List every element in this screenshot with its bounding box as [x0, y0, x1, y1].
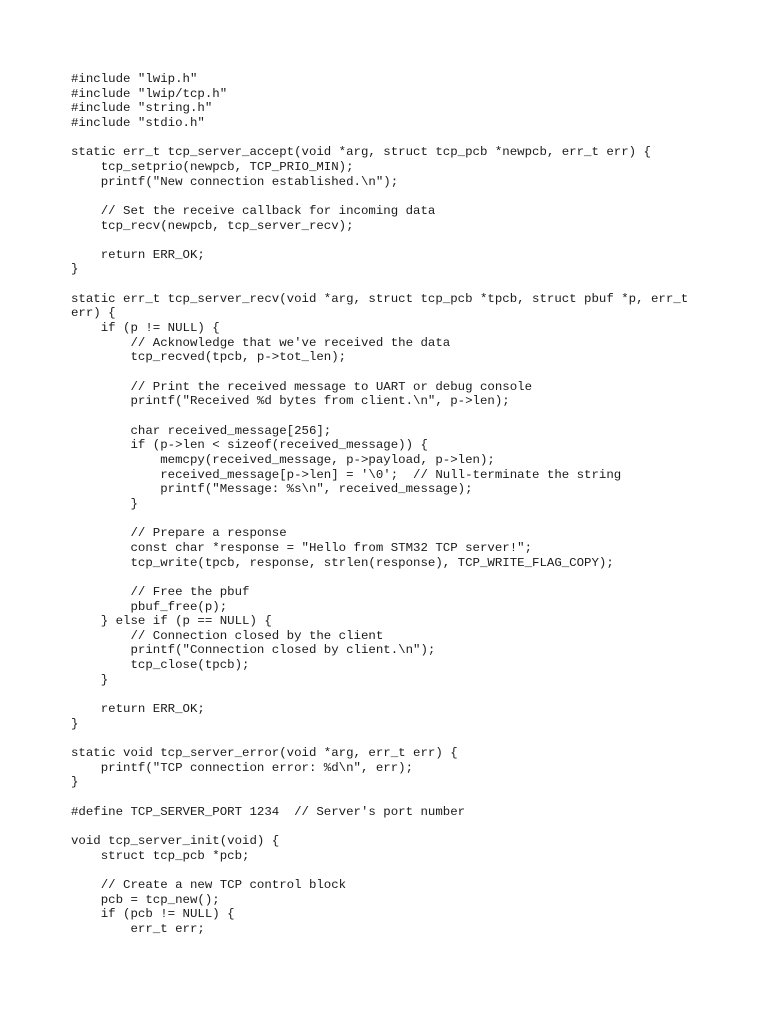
- code-line: }: [71, 262, 79, 277]
- code-line: tcp_recv(newpcb, tcp_server_recv);: [71, 218, 354, 233]
- code-line: [71, 819, 761, 834]
- code-line: [71, 277, 761, 292]
- code-line: printf("TCP connection error: %d\n", err);: [71, 760, 414, 775]
- code-listing: [71, 72, 761, 937]
- code-line: printf("Message: %s\n", received_message);: [71, 482, 473, 497]
- code-line: char received_message[256];: [71, 423, 332, 438]
- code-line: [71, 189, 761, 204]
- code-line: [71, 365, 761, 380]
- code-line: [71, 233, 761, 248]
- code-line: // Free the pbuf: [71, 584, 250, 599]
- code-line: [71, 863, 761, 878]
- code-line: #include "lwip.h": [71, 72, 198, 86]
- code-line: if (p != NULL) {: [71, 321, 220, 336]
- code-line: const char *response = "Hello from STM32 TCP server!";: [71, 540, 533, 555]
- code-line: #define TCP_SERVER_PORT 1234 // Server's port number: [71, 804, 466, 819]
- code-line: [71, 512, 761, 527]
- code-line: #include "stdio.h": [71, 115, 205, 130]
- code-line: } else if (p == NULL) {: [71, 614, 272, 629]
- code-line: received_message[p->len] = '\0'; // Null-terminate the string: [71, 467, 622, 482]
- code-line: pbuf_free(p);: [71, 599, 228, 614]
- code-line: [71, 731, 761, 746]
- code-line: // Create a new TCP control block: [71, 877, 347, 892]
- code-line: }: [71, 716, 79, 731]
- code-line: [71, 687, 761, 702]
- code-line: [71, 570, 761, 585]
- code-line: tcp_setprio(newpcb, TCP_PRIO_MIN);: [71, 159, 354, 174]
- code-line: }: [71, 672, 109, 687]
- code-line: pcb = tcp_new();: [71, 892, 220, 907]
- code-line: }: [71, 496, 138, 511]
- code-line: static err_t tcp_server_accept(void *arg, struct tcp_pcb *newpcb, err_t err) {: [71, 145, 651, 160]
- code-line: static err_t tcp_server_recv(void *arg, struct tcp_pcb *tpcb, struct pbuf *p, err_t: [71, 291, 689, 306]
- code-line: // Connection closed by the client: [71, 628, 384, 643]
- code-line: // Set the receive callback for incoming data: [71, 203, 436, 218]
- code-line: // Print the received message to UART or debug console: [71, 379, 533, 394]
- code-line: return ERR_OK;: [71, 702, 205, 717]
- code-line: if (pcb != NULL) {: [71, 907, 235, 922]
- code-line: static void tcp_server_error(void *arg, err_t err) {: [71, 746, 458, 761]
- code-line: return ERR_OK;: [71, 247, 205, 262]
- code-line: #include "string.h": [71, 101, 213, 116]
- code-line: [71, 409, 761, 424]
- code-line: #include "lwip/tcp.h": [71, 86, 228, 101]
- code-line: err) {: [71, 306, 116, 321]
- code-line: if (p->len < sizeof(received_message)) {: [71, 438, 428, 453]
- code-line: tcp_recved(tpcb, p->tot_len);: [71, 350, 347, 365]
- code-line: // Acknowledge that we've received the data: [71, 335, 451, 350]
- code-line: tcp_write(tpcb, response, strlen(response), TCP_WRITE_FLAG_COPY);: [71, 555, 614, 570]
- code-line: [71, 131, 761, 146]
- code-line: memcpy(received_message, p->payload, p->len);: [71, 452, 495, 467]
- code-line: printf("New connection established.\n");: [71, 174, 399, 189]
- code-line: printf("Received %d bytes from client.\n", p->len);: [71, 394, 510, 409]
- code-line: void tcp_server_init(void) {: [71, 833, 280, 848]
- code-line: struct tcp_pcb *pcb;: [71, 848, 250, 863]
- code-line: printf("Connection closed by client.\n");: [71, 643, 436, 658]
- code-line: err_t err;: [71, 921, 205, 936]
- code-line: tcp_close(tpcb);: [71, 658, 250, 673]
- code-line: }: [71, 775, 79, 790]
- code-line: [71, 790, 761, 805]
- code-line: // Prepare a response: [71, 526, 287, 541]
